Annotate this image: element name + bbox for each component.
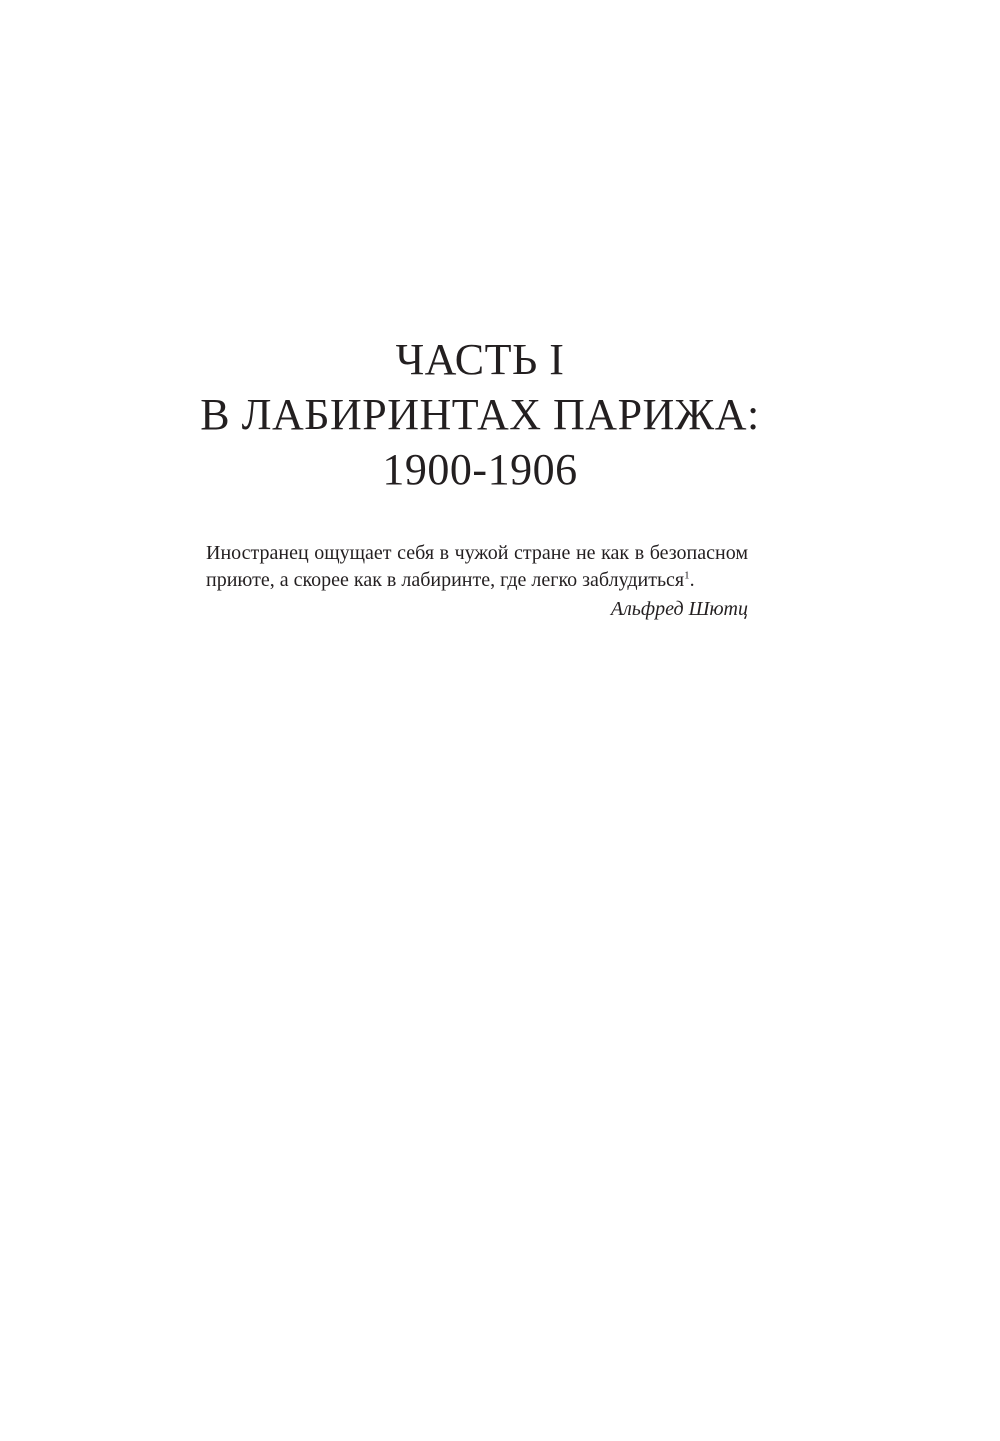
epigraph-text (206, 540, 748, 594)
epigraph (206, 540, 748, 623)
footnote-marker[interactable]: 1 (684, 569, 690, 582)
epigraph-quote: Иностранец ощущает себя в чужой стране не как в безопасном приюте, а скорее как в лабиринте, где легко заблудиться (206, 542, 748, 591)
epigraph-author: Альфред Шютц (610, 598, 748, 620)
part-number: ЧАСТЬ I (395, 335, 565, 384)
part-heading (180, 332, 780, 497)
part-title: В ЛАБИРИНТАХ ПАРИЖА: (200, 390, 760, 439)
part-years: 1900-1906 (382, 445, 578, 494)
epigraph-end-punctuation: . (689, 569, 695, 591)
